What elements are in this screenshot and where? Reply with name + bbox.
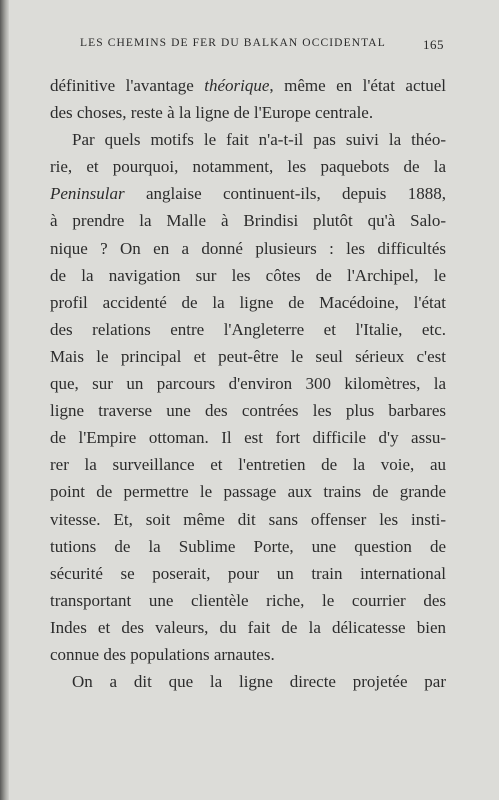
text-line: tutions de la Sublime Porte, une question de	[50, 536, 446, 556]
book-spine-shadow	[0, 0, 9, 800]
paragraph-first-line: On a dit que la ligne directe projetée par	[72, 672, 446, 692]
text-line: des choses, reste à la ligne de l'Europe centrale.	[50, 103, 374, 123]
running-head	[52, 37, 444, 53]
text-line: rie, et pourquoi, notamment, les paquebots de la	[50, 157, 446, 177]
text-line: sécurité se poserait, pour un train international	[50, 563, 446, 583]
text-line: profil accidenté de la ligne de Macédoine, l'état	[50, 292, 446, 312]
text-line: point de permettre le passage aux trains de grande	[50, 482, 446, 502]
text-line: Peninsular anglaise continuent-ils, depuis 1888,	[50, 184, 446, 204]
text-line: nique ? On en a donné plusieurs : les difficultés	[50, 238, 446, 258]
italic-term: Peninsular	[50, 184, 125, 204]
text-line: des relations entre l'Angleterre et l'Italie, etc.	[50, 319, 446, 339]
text-line: de la navigation sur les côtes de l'Archipel, le	[50, 265, 446, 285]
text-line: que, sur un parcours d'environ 300 kilomètres, la	[50, 374, 446, 394]
text-line: de l'Empire ottoman. Il est fort difficile d'y assu-	[50, 428, 446, 448]
text-line: définitive l'avantage théorique, même en l'état actuel	[50, 76, 446, 95]
text-line: rer la surveillance et l'entretien de la voie, au	[50, 455, 446, 475]
text-line: Mais le principal et peut-être le seul sérieux c'est	[50, 346, 446, 366]
text-line: à prendre la Malle à Brindisi plutôt qu'à Salo-	[50, 211, 446, 231]
page-number: 165	[423, 37, 444, 52]
body-text	[50, 72, 446, 695]
italic-term: théorique	[204, 76, 270, 95]
text-line: ligne traverse une des contrées les plus barbares	[50, 401, 446, 421]
text-line: vitesse. Et, soit même dit sans offenser les insti-	[50, 509, 446, 529]
running-title: LES CHEMINS DE FER DU BALKAN OCCIDENTAL	[80, 37, 386, 49]
text-line: transportant une clientèle riche, le courrier des	[50, 590, 446, 610]
paragraph-first-line: Par quels motifs le fait n'a-t-il pas suivi la théo-	[72, 130, 446, 150]
text-line: Indes et des valeurs, du fait de la délicatesse bien	[50, 617, 446, 637]
text-line: connue des populations arnautes.	[50, 644, 275, 664]
